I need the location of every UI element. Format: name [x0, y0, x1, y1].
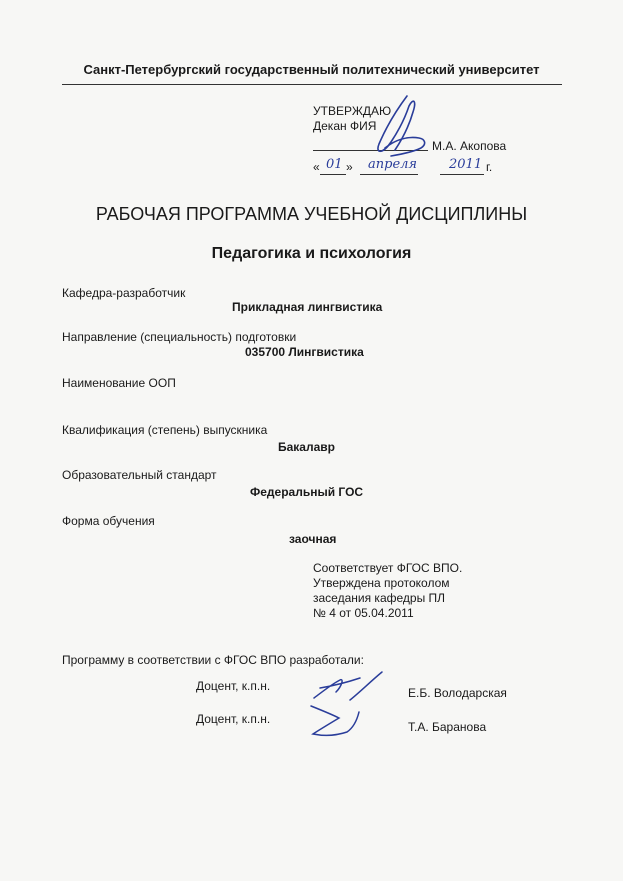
- date-open-quote: «: [313, 160, 320, 174]
- compliance-line-2: Утверждена протоколом: [313, 576, 450, 590]
- field-label-standard: Образовательный стандарт: [62, 468, 217, 482]
- university-name: Санкт-Петербургский государственный политехнический университет: [83, 62, 540, 77]
- field-label-study-form: Форма обучения: [62, 514, 155, 528]
- field-label-oop: Наименование ООП: [62, 376, 176, 390]
- dean-signature-icon: [355, 92, 435, 167]
- developer-signature-2-icon: [305, 702, 365, 742]
- field-value-department: Прикладная лингвистика: [232, 300, 383, 314]
- field-value-direction: 035700 Лингвистика: [245, 345, 364, 359]
- compliance-line-3: заседания кафедры ПЛ: [313, 591, 446, 605]
- field-value-study-form: заочная: [289, 532, 337, 546]
- compliance-line-1: Соответствует ФГОС ВПО.: [313, 561, 463, 575]
- compliance-line-4: № 4 от 05.04.2011: [313, 606, 414, 620]
- header-rule: [62, 84, 562, 85]
- developer-position-1: Доцент, к.п.н.: [196, 679, 271, 693]
- subject-title: Педагогика и психология: [211, 245, 412, 262]
- date-year-line: [440, 174, 484, 175]
- date-suffix: г.: [486, 160, 493, 174]
- document-title: РАБОЧАЯ ПРОГРАММА УЧЕБНОЙ ДИСЦИПЛИНЫ: [95, 204, 528, 224]
- date-day: 01: [326, 157, 343, 172]
- developer-name-2: Т.А. Баранова: [408, 720, 487, 734]
- field-label-department: Кафедра-разработчик: [62, 286, 186, 300]
- developers-intro: Программу в соответствии с ФГОС ВПО разработали:: [62, 653, 364, 667]
- approve-label: УТВЕРЖДАЮ: [313, 104, 392, 118]
- compliance-note: [313, 561, 513, 621]
- dean-label: Декан ФИЯ: [313, 119, 377, 133]
- field-label-direction: Направление (специальность) подготовки: [62, 330, 297, 344]
- field-value-standard: Федеральный ГОС: [250, 485, 364, 499]
- developer-position-2: Доцент, к.п.н.: [196, 712, 271, 726]
- date-year: 2011: [449, 157, 483, 172]
- date-close-quote: »: [346, 160, 353, 174]
- date-month-line: [360, 174, 418, 175]
- date-month: апреля: [368, 157, 418, 172]
- date-day-line: [320, 174, 346, 175]
- field-value-qualification: Бакалавр: [278, 440, 335, 454]
- field-label-qualification: Квалификация (степень) выпускника: [62, 423, 268, 437]
- dean-name: М.А. Акопова: [432, 139, 507, 153]
- developer-name-1: Е.Б. Володарская: [408, 686, 507, 700]
